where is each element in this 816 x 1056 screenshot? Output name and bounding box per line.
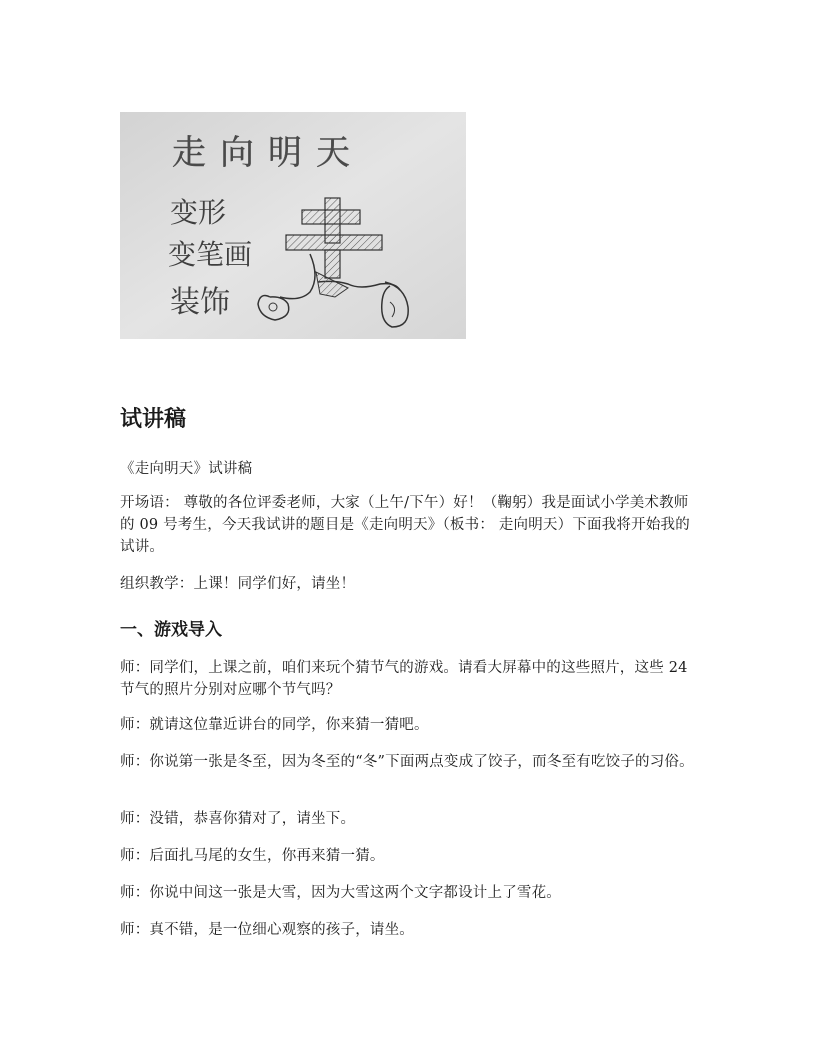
section-heading-1: 一、游戏导入 xyxy=(120,620,222,640)
dialogue-paragraph: 师：真不错，是一位细心观察的孩子，请坐。 xyxy=(120,922,414,938)
photo-item-2: 变笔画 xyxy=(168,238,253,271)
dialogue-paragraph: 师：同学们，上课之前，咱们来玩个猜节气的游戏。请看大屏幕中的这些照片，这些 24 节气的照片分别对应哪个节气吗？ xyxy=(120,660,688,698)
photo-item-1: 变形 xyxy=(170,196,227,229)
dialogue-paragraph: 师：你说中间这一张是大雪，因为大雪这两个文字都设计上了雪花。 xyxy=(120,885,561,901)
dialogue-paragraph: 师：就请这位靠近讲台的同学，你来猜一猜吧。 xyxy=(120,717,429,733)
dialogue-paragraph: 师：没错，恭喜你猜对了，请坐下。 xyxy=(120,811,356,827)
opening-paragraph: 开场语： 尊敬的各位评委老师，大家（上午/下午）好！（鞠躬）我是面试小学美术教师的 09 号考生，今天我试讲的题目是《走向明天》（板书： 走向明天）下面我将开始我的试讲。 xyxy=(120,495,690,555)
dialogue-paragraph: 师：你说第一张是冬至，因为冬至的“冬”下面两点变成了饺子，而冬至有吃饺子的习俗。 xyxy=(120,754,694,770)
dialogue-paragraph: 师：后面扎马尾的女生，你再来猜一猜。 xyxy=(120,848,385,864)
handwriting-photo xyxy=(120,112,466,339)
organize-paragraph: 组织教学：上课！同学们好，请坐！ xyxy=(120,576,356,592)
page-title: 试讲稿 xyxy=(120,407,187,432)
photo-title-text: 走向明天 xyxy=(172,133,364,173)
photo-item-3: 装饰 xyxy=(170,285,230,320)
subtitle: 《走向明天》试讲稿 xyxy=(120,461,253,477)
